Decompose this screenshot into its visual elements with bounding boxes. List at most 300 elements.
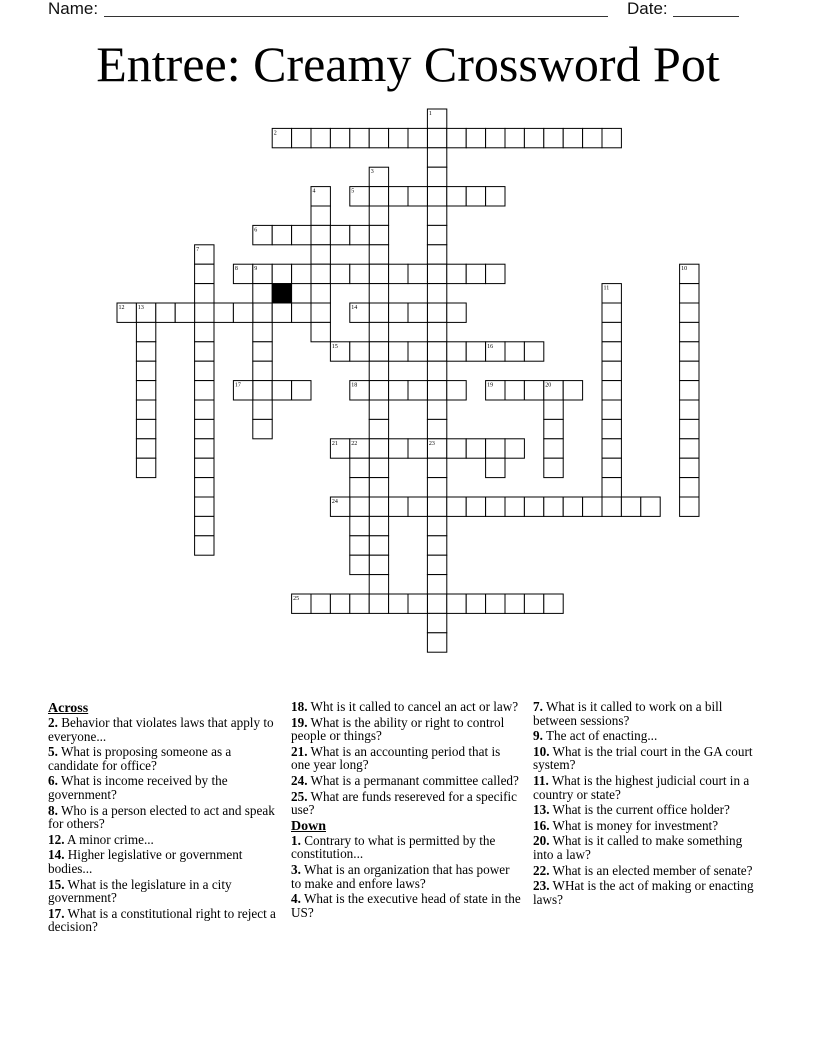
grid-cell[interactable] bbox=[369, 225, 388, 244]
grid-cell[interactable] bbox=[505, 342, 524, 361]
clue-item-number: 15. bbox=[48, 876, 65, 892]
grid-cell[interactable] bbox=[680, 400, 699, 419]
clue-item bbox=[533, 745, 763, 772]
clue-item-text: What is the trial court in the GA court system? bbox=[533, 743, 753, 773]
grid-cell[interactable] bbox=[369, 439, 388, 458]
clue-item-number: 8. bbox=[48, 802, 58, 818]
clue-item bbox=[291, 863, 521, 890]
grid-cell[interactable] bbox=[369, 516, 388, 535]
grid-cell[interactable] bbox=[311, 322, 330, 341]
grid-cell[interactable] bbox=[602, 381, 621, 400]
grid-cell[interactable] bbox=[369, 458, 388, 477]
clue-item-text: Contrary to what is permitted by the constitution... bbox=[291, 832, 496, 862]
grid-cell[interactable] bbox=[369, 187, 388, 206]
grid-cell[interactable] bbox=[136, 342, 155, 361]
grid-cell[interactable] bbox=[602, 439, 621, 458]
grid-cell[interactable] bbox=[292, 225, 311, 244]
grid-cell[interactable] bbox=[427, 303, 446, 322]
grid-cell[interactable] bbox=[544, 128, 563, 147]
grid-cell[interactable] bbox=[408, 303, 427, 322]
grid-cell[interactable] bbox=[680, 284, 699, 303]
grid-cell[interactable] bbox=[602, 322, 621, 341]
grid-cell[interactable] bbox=[330, 225, 349, 244]
grid-cell[interactable] bbox=[486, 187, 505, 206]
grid-cell[interactable] bbox=[369, 303, 388, 322]
grid-cell[interactable] bbox=[136, 361, 155, 380]
clue-item-number: 20. bbox=[533, 833, 550, 849]
grid-cell[interactable] bbox=[427, 361, 446, 380]
grid-cell[interactable] bbox=[350, 478, 369, 497]
grid-cell[interactable] bbox=[195, 516, 214, 535]
grid-cell[interactable] bbox=[447, 342, 466, 361]
grid-cell[interactable] bbox=[602, 458, 621, 477]
clue-number: 3 bbox=[370, 169, 374, 176]
clue-number: 24 bbox=[331, 499, 338, 505]
grid-cell[interactable] bbox=[369, 342, 388, 361]
clue-item-number: 21. bbox=[291, 743, 308, 759]
grid-cell[interactable] bbox=[427, 419, 446, 438]
clue-number: 5 bbox=[351, 188, 355, 195]
grid-cell[interactable] bbox=[195, 361, 214, 380]
clue-number: 8 bbox=[234, 266, 238, 273]
grid-cell[interactable] bbox=[408, 381, 427, 400]
grid-cell[interactable] bbox=[175, 303, 194, 322]
grid-cell[interactable] bbox=[427, 245, 446, 264]
grid-cell[interactable] bbox=[369, 555, 388, 574]
grid-cell[interactable] bbox=[427, 536, 446, 555]
grid-cell[interactable] bbox=[408, 594, 427, 613]
grid-cell[interactable] bbox=[389, 264, 408, 283]
grid-cell[interactable] bbox=[505, 439, 524, 458]
grid-cell[interactable] bbox=[621, 497, 640, 516]
clue-item bbox=[48, 745, 278, 772]
grid-cell[interactable] bbox=[195, 400, 214, 419]
grid-cell[interactable] bbox=[253, 303, 272, 322]
grid-cell[interactable] bbox=[136, 322, 155, 341]
grid-cell[interactable] bbox=[311, 303, 330, 322]
grid-cell[interactable] bbox=[486, 128, 505, 147]
clue-item-text: What is the highest judicial court in a country or state? bbox=[533, 772, 750, 802]
grid-cell[interactable] bbox=[195, 419, 214, 438]
grid-cell[interactable] bbox=[408, 187, 427, 206]
grid-cell[interactable] bbox=[195, 458, 214, 477]
grid-cell[interactable] bbox=[253, 361, 272, 380]
grid-cell[interactable] bbox=[369, 284, 388, 303]
grid-cell[interactable] bbox=[427, 284, 446, 303]
grid-cell[interactable] bbox=[330, 128, 349, 147]
grid-cell[interactable] bbox=[330, 594, 349, 613]
grid-cell[interactable] bbox=[136, 458, 155, 477]
grid-cell[interactable] bbox=[427, 575, 446, 594]
clue-number: 16 bbox=[487, 343, 494, 350]
grid-cell[interactable] bbox=[680, 458, 699, 477]
grid-cell[interactable] bbox=[369, 536, 388, 555]
clue-item-number: 22. bbox=[533, 862, 550, 878]
clue-item bbox=[291, 700, 521, 714]
grid-cell[interactable] bbox=[292, 303, 311, 322]
page-title: Entree: Creamy Crossword Pot bbox=[96, 36, 720, 92]
clue-item bbox=[291, 790, 521, 817]
clue-number: 1 bbox=[428, 111, 432, 117]
grid-cell[interactable] bbox=[466, 342, 485, 361]
clue-item-number: 16. bbox=[533, 817, 550, 833]
grid-cell[interactable] bbox=[680, 381, 699, 400]
grid-cell[interactable] bbox=[195, 536, 214, 555]
grid-cell[interactable] bbox=[602, 128, 621, 147]
clue-item-number: 18. bbox=[291, 699, 308, 714]
grid-cell[interactable] bbox=[602, 497, 621, 516]
grid-cell[interactable] bbox=[602, 303, 621, 322]
grid-cell[interactable] bbox=[389, 381, 408, 400]
grid-cell[interactable] bbox=[350, 594, 369, 613]
grid-cell[interactable] bbox=[408, 128, 427, 147]
grid-cell[interactable] bbox=[466, 439, 485, 458]
clue-number: 12 bbox=[118, 305, 125, 311]
clue-number: 15 bbox=[331, 343, 338, 350]
grid-cell[interactable] bbox=[427, 400, 446, 419]
grid-cell[interactable] bbox=[524, 594, 543, 613]
clue-item-text: What is the executive head of state in the US? bbox=[291, 891, 521, 920]
clue-item-text: What are funds resereved for a specific use? bbox=[291, 788, 518, 818]
black-cell bbox=[272, 284, 291, 303]
grid-cell[interactable] bbox=[427, 478, 446, 497]
grid-cell[interactable] bbox=[427, 148, 446, 167]
clue-item-number: 4. bbox=[291, 891, 301, 907]
grid-cell[interactable] bbox=[544, 458, 563, 477]
grid-cell[interactable] bbox=[544, 419, 563, 438]
grid-cell[interactable] bbox=[369, 264, 388, 283]
grid-cell[interactable] bbox=[369, 497, 388, 516]
clue-item-number: 11. bbox=[533, 772, 549, 788]
grid-cell[interactable] bbox=[427, 458, 446, 477]
grid-cell[interactable] bbox=[311, 284, 330, 303]
grid-cell[interactable] bbox=[253, 322, 272, 341]
grid-cell[interactable] bbox=[369, 361, 388, 380]
clue-number: 13 bbox=[137, 305, 144, 311]
clue-number: 6 bbox=[254, 227, 258, 234]
grid-cell[interactable] bbox=[369, 575, 388, 594]
grid-cell[interactable] bbox=[680, 361, 699, 380]
grid-cell[interactable] bbox=[292, 381, 311, 400]
grid-cell[interactable] bbox=[602, 342, 621, 361]
clue-item-text: What is an accounting period that is one year long? bbox=[291, 743, 501, 773]
grid-cell[interactable] bbox=[350, 225, 369, 244]
clue-item bbox=[48, 907, 278, 934]
down-heading: Down bbox=[291, 818, 327, 834]
clue-item bbox=[533, 729, 763, 743]
grid-cell[interactable] bbox=[389, 303, 408, 322]
clue-number: 14 bbox=[351, 305, 358, 311]
grid-cell[interactable] bbox=[136, 419, 155, 438]
grid-cell[interactable] bbox=[680, 497, 699, 516]
grid-cell[interactable] bbox=[486, 594, 505, 613]
grid-cell[interactable] bbox=[447, 381, 466, 400]
grid-cell[interactable] bbox=[136, 439, 155, 458]
grid-cell[interactable] bbox=[389, 128, 408, 147]
grid-cell[interactable] bbox=[427, 381, 446, 400]
grid-cell[interactable] bbox=[389, 594, 408, 613]
grid-cell[interactable] bbox=[466, 594, 485, 613]
clue-item-number: 10. bbox=[533, 743, 550, 759]
grid-cell[interactable] bbox=[680, 303, 699, 322]
clue-item bbox=[291, 745, 521, 772]
grid-cell[interactable] bbox=[330, 264, 349, 283]
clue-item-text: What is the ability or right to control people or things? bbox=[291, 714, 505, 744]
grid-cell[interactable] bbox=[486, 439, 505, 458]
clue-item-number: 17. bbox=[48, 905, 65, 921]
grid-cell[interactable] bbox=[350, 342, 369, 361]
grid-cell[interactable] bbox=[369, 400, 388, 419]
grid-cell[interactable] bbox=[350, 536, 369, 555]
grid-cell[interactable] bbox=[427, 225, 446, 244]
grid-cell[interactable] bbox=[272, 381, 291, 400]
grid-cell[interactable] bbox=[524, 381, 543, 400]
grid-cell[interactable] bbox=[447, 594, 466, 613]
clue-item bbox=[48, 833, 278, 847]
grid-cell[interactable] bbox=[233, 303, 252, 322]
clue-item bbox=[291, 716, 521, 743]
clue-item-number: 3. bbox=[291, 861, 301, 877]
grid-cell[interactable] bbox=[195, 322, 214, 341]
clue-item-number: 25. bbox=[291, 788, 308, 804]
grid-cell[interactable] bbox=[486, 458, 505, 477]
grid-cell[interactable] bbox=[408, 497, 427, 516]
grid-cell[interactable] bbox=[136, 400, 155, 419]
clue-item bbox=[291, 774, 521, 788]
clue-item bbox=[48, 716, 278, 743]
grid-cell[interactable] bbox=[350, 128, 369, 147]
grid-cell[interactable] bbox=[369, 322, 388, 341]
clue-number: 20 bbox=[545, 382, 552, 389]
clue-item-text: Behavior that violates laws that apply to everyone... bbox=[48, 715, 274, 744]
clue-item bbox=[48, 848, 278, 875]
grid-cell[interactable] bbox=[466, 187, 485, 206]
grid-cell[interactable] bbox=[389, 342, 408, 361]
grid-cell[interactable] bbox=[427, 613, 446, 632]
grid-cell[interactable] bbox=[350, 497, 369, 516]
clue-number: 11 bbox=[603, 285, 610, 292]
grid-cell[interactable] bbox=[427, 206, 446, 225]
grid-cell[interactable] bbox=[602, 419, 621, 438]
grid-cell[interactable] bbox=[641, 497, 660, 516]
name-label: Name: bbox=[48, 0, 99, 18]
grid-cell[interactable] bbox=[427, 322, 446, 341]
grid-cell[interactable] bbox=[253, 284, 272, 303]
grid-cell[interactable] bbox=[466, 264, 485, 283]
grid-cell[interactable] bbox=[427, 187, 446, 206]
grid-cell[interactable] bbox=[253, 400, 272, 419]
grid-cell[interactable] bbox=[369, 128, 388, 147]
clue-item-number: 19. bbox=[291, 714, 308, 730]
grid-cell[interactable] bbox=[350, 264, 369, 283]
grid-cell[interactable] bbox=[369, 206, 388, 225]
grid-cell[interactable] bbox=[602, 361, 621, 380]
clue-item-text: What is an organization that has power to make and enfore laws? bbox=[291, 861, 510, 891]
grid-cell[interactable] bbox=[505, 128, 524, 147]
clue-item-text: What is an elected member of senate? bbox=[549, 862, 753, 878]
grid-cell[interactable] bbox=[272, 225, 291, 244]
grid-cell[interactable] bbox=[292, 264, 311, 283]
grid-cell[interactable] bbox=[680, 439, 699, 458]
grid-cell[interactable] bbox=[544, 439, 563, 458]
clue-item bbox=[48, 878, 278, 905]
grid-cell[interactable] bbox=[292, 128, 311, 147]
grid-cell[interactable] bbox=[369, 381, 388, 400]
clue-number: 10 bbox=[681, 266, 688, 273]
clue-item bbox=[291, 834, 521, 861]
grid-cell[interactable] bbox=[427, 594, 446, 613]
grid-cell[interactable] bbox=[602, 400, 621, 419]
grid-cell[interactable] bbox=[253, 419, 272, 438]
grid-cell[interactable] bbox=[311, 264, 330, 283]
grid-cell[interactable] bbox=[680, 342, 699, 361]
grid-cell[interactable] bbox=[195, 478, 214, 497]
clue-item-number: 9. bbox=[533, 728, 543, 744]
grid-cell[interactable] bbox=[156, 303, 175, 322]
clue-item-text: What is the legislature in a city government? bbox=[48, 876, 232, 906]
clue-item-number: 23. bbox=[533, 878, 550, 894]
clue-number: 4 bbox=[312, 188, 316, 195]
clue-item-text: Who is a person elected to act and speak for others? bbox=[48, 802, 275, 832]
clue-item-text: Wht is it called to cancel an act or law? bbox=[307, 699, 519, 714]
grid-cell[interactable] bbox=[253, 381, 272, 400]
grid-cell[interactable] bbox=[408, 439, 427, 458]
grid-cell[interactable] bbox=[195, 381, 214, 400]
grid-cell[interactable] bbox=[447, 439, 466, 458]
grid-cell[interactable] bbox=[369, 245, 388, 264]
grid-cell[interactable] bbox=[195, 264, 214, 283]
clue-item-text: What is money for investment? bbox=[549, 817, 719, 833]
grid-cell[interactable] bbox=[350, 458, 369, 477]
grid-cell[interactable] bbox=[195, 342, 214, 361]
grid-cell[interactable] bbox=[195, 303, 214, 322]
clue-number: 22 bbox=[351, 440, 358, 447]
clue-item-text: The act of enacting... bbox=[542, 728, 658, 744]
grid-cell[interactable] bbox=[311, 245, 330, 264]
grid-cell[interactable] bbox=[447, 128, 466, 147]
clue-number: 7 bbox=[196, 246, 200, 253]
grid-cell[interactable] bbox=[505, 594, 524, 613]
grid-cell[interactable] bbox=[505, 497, 524, 516]
grid-cell[interactable] bbox=[427, 516, 446, 535]
grid-cell[interactable] bbox=[195, 439, 214, 458]
grid-cell[interactable] bbox=[427, 128, 446, 147]
clue-column-2 bbox=[291, 700, 521, 921]
clue-item-text: A minor crime... bbox=[64, 831, 154, 847]
grid-cell[interactable] bbox=[427, 342, 446, 361]
grid-cell[interactable] bbox=[447, 497, 466, 516]
grid-cell[interactable] bbox=[544, 400, 563, 419]
clue-number: 25 bbox=[293, 596, 300, 602]
grid-cell[interactable] bbox=[447, 303, 466, 322]
grid-cell[interactable] bbox=[427, 497, 446, 516]
clue-number: 23 bbox=[428, 440, 435, 447]
grid-cell[interactable] bbox=[563, 381, 582, 400]
date-label: Date: bbox=[627, 0, 668, 18]
grid-cell[interactable] bbox=[369, 419, 388, 438]
grid-cell[interactable] bbox=[408, 342, 427, 361]
grid-cell[interactable] bbox=[389, 187, 408, 206]
grid-cell[interactable] bbox=[350, 516, 369, 535]
grid-cell[interactable] bbox=[369, 594, 388, 613]
grid-cell[interactable] bbox=[427, 167, 446, 186]
clue-item-text: What is proposing someone as a candidate for office? bbox=[48, 744, 232, 773]
grid-cell[interactable] bbox=[447, 187, 466, 206]
grid-cell[interactable] bbox=[544, 497, 563, 516]
grid-cell[interactable] bbox=[680, 478, 699, 497]
grid-cell[interactable] bbox=[583, 497, 602, 516]
grid-cell[interactable] bbox=[524, 342, 543, 361]
grid-cell[interactable] bbox=[583, 128, 602, 147]
grid-cell[interactable] bbox=[427, 555, 446, 574]
grid-cell[interactable] bbox=[311, 594, 330, 613]
grid-cell[interactable] bbox=[524, 128, 543, 147]
clue-item-text: What is a constitutional right to reject a decision? bbox=[48, 905, 276, 935]
grid-cell[interactable] bbox=[680, 322, 699, 341]
grid-cell[interactable] bbox=[447, 264, 466, 283]
grid-cell[interactable] bbox=[563, 128, 582, 147]
clue-number: 2 bbox=[273, 130, 277, 137]
grid-cell[interactable] bbox=[195, 497, 214, 516]
grid-cell[interactable] bbox=[427, 633, 446, 652]
grid-cell[interactable] bbox=[311, 225, 330, 244]
clue-item-text: What is the current office holder? bbox=[549, 802, 730, 818]
grid-cell[interactable] bbox=[350, 555, 369, 574]
grid-cell[interactable] bbox=[427, 264, 446, 283]
clue-item-number: 6. bbox=[48, 773, 58, 789]
grid-cell[interactable] bbox=[486, 264, 505, 283]
clue-item-number: 12. bbox=[48, 831, 65, 847]
grid-cell[interactable] bbox=[466, 128, 485, 147]
grid-cell[interactable] bbox=[524, 497, 543, 516]
clue-item-number: 24. bbox=[291, 772, 308, 788]
grid-cell[interactable] bbox=[311, 206, 330, 225]
grid-cell[interactable] bbox=[311, 128, 330, 147]
grid-cell[interactable] bbox=[195, 284, 214, 303]
grid-cell[interactable] bbox=[369, 478, 388, 497]
grid-cell[interactable] bbox=[466, 497, 485, 516]
clue-item bbox=[533, 700, 763, 727]
grid-cell[interactable] bbox=[136, 381, 155, 400]
grid-cell[interactable] bbox=[680, 419, 699, 438]
clue-item bbox=[533, 879, 763, 906]
grid-cell[interactable] bbox=[253, 342, 272, 361]
grid-cell[interactable] bbox=[272, 303, 291, 322]
grid-cell[interactable] bbox=[544, 594, 563, 613]
clue-number: 21 bbox=[331, 440, 338, 447]
grid-cell[interactable] bbox=[389, 497, 408, 516]
clue-item-text: WHat is the act of making or enacting laws? bbox=[533, 878, 754, 907]
grid-cell[interactable] bbox=[272, 264, 291, 283]
clue-item bbox=[533, 834, 763, 861]
clue-item bbox=[291, 892, 521, 919]
across-heading: Across bbox=[48, 701, 89, 716]
grid-cell[interactable] bbox=[214, 303, 233, 322]
clue-item bbox=[533, 803, 763, 817]
grid-cell[interactable] bbox=[602, 478, 621, 497]
clue-number: 17 bbox=[234, 382, 241, 389]
clue-item-number: 7. bbox=[533, 699, 543, 714]
grid-cell[interactable] bbox=[563, 497, 582, 516]
grid-cell[interactable] bbox=[389, 439, 408, 458]
grid-cell[interactable] bbox=[408, 264, 427, 283]
grid-cell[interactable] bbox=[486, 497, 505, 516]
clue-item-number: 13. bbox=[533, 802, 550, 818]
clue-item-text: What is it called to work on a bill between sessions? bbox=[533, 699, 723, 728]
grid-cell[interactable] bbox=[505, 381, 524, 400]
clue-item-number: 1. bbox=[291, 832, 301, 848]
clue-number: 9 bbox=[254, 266, 258, 273]
